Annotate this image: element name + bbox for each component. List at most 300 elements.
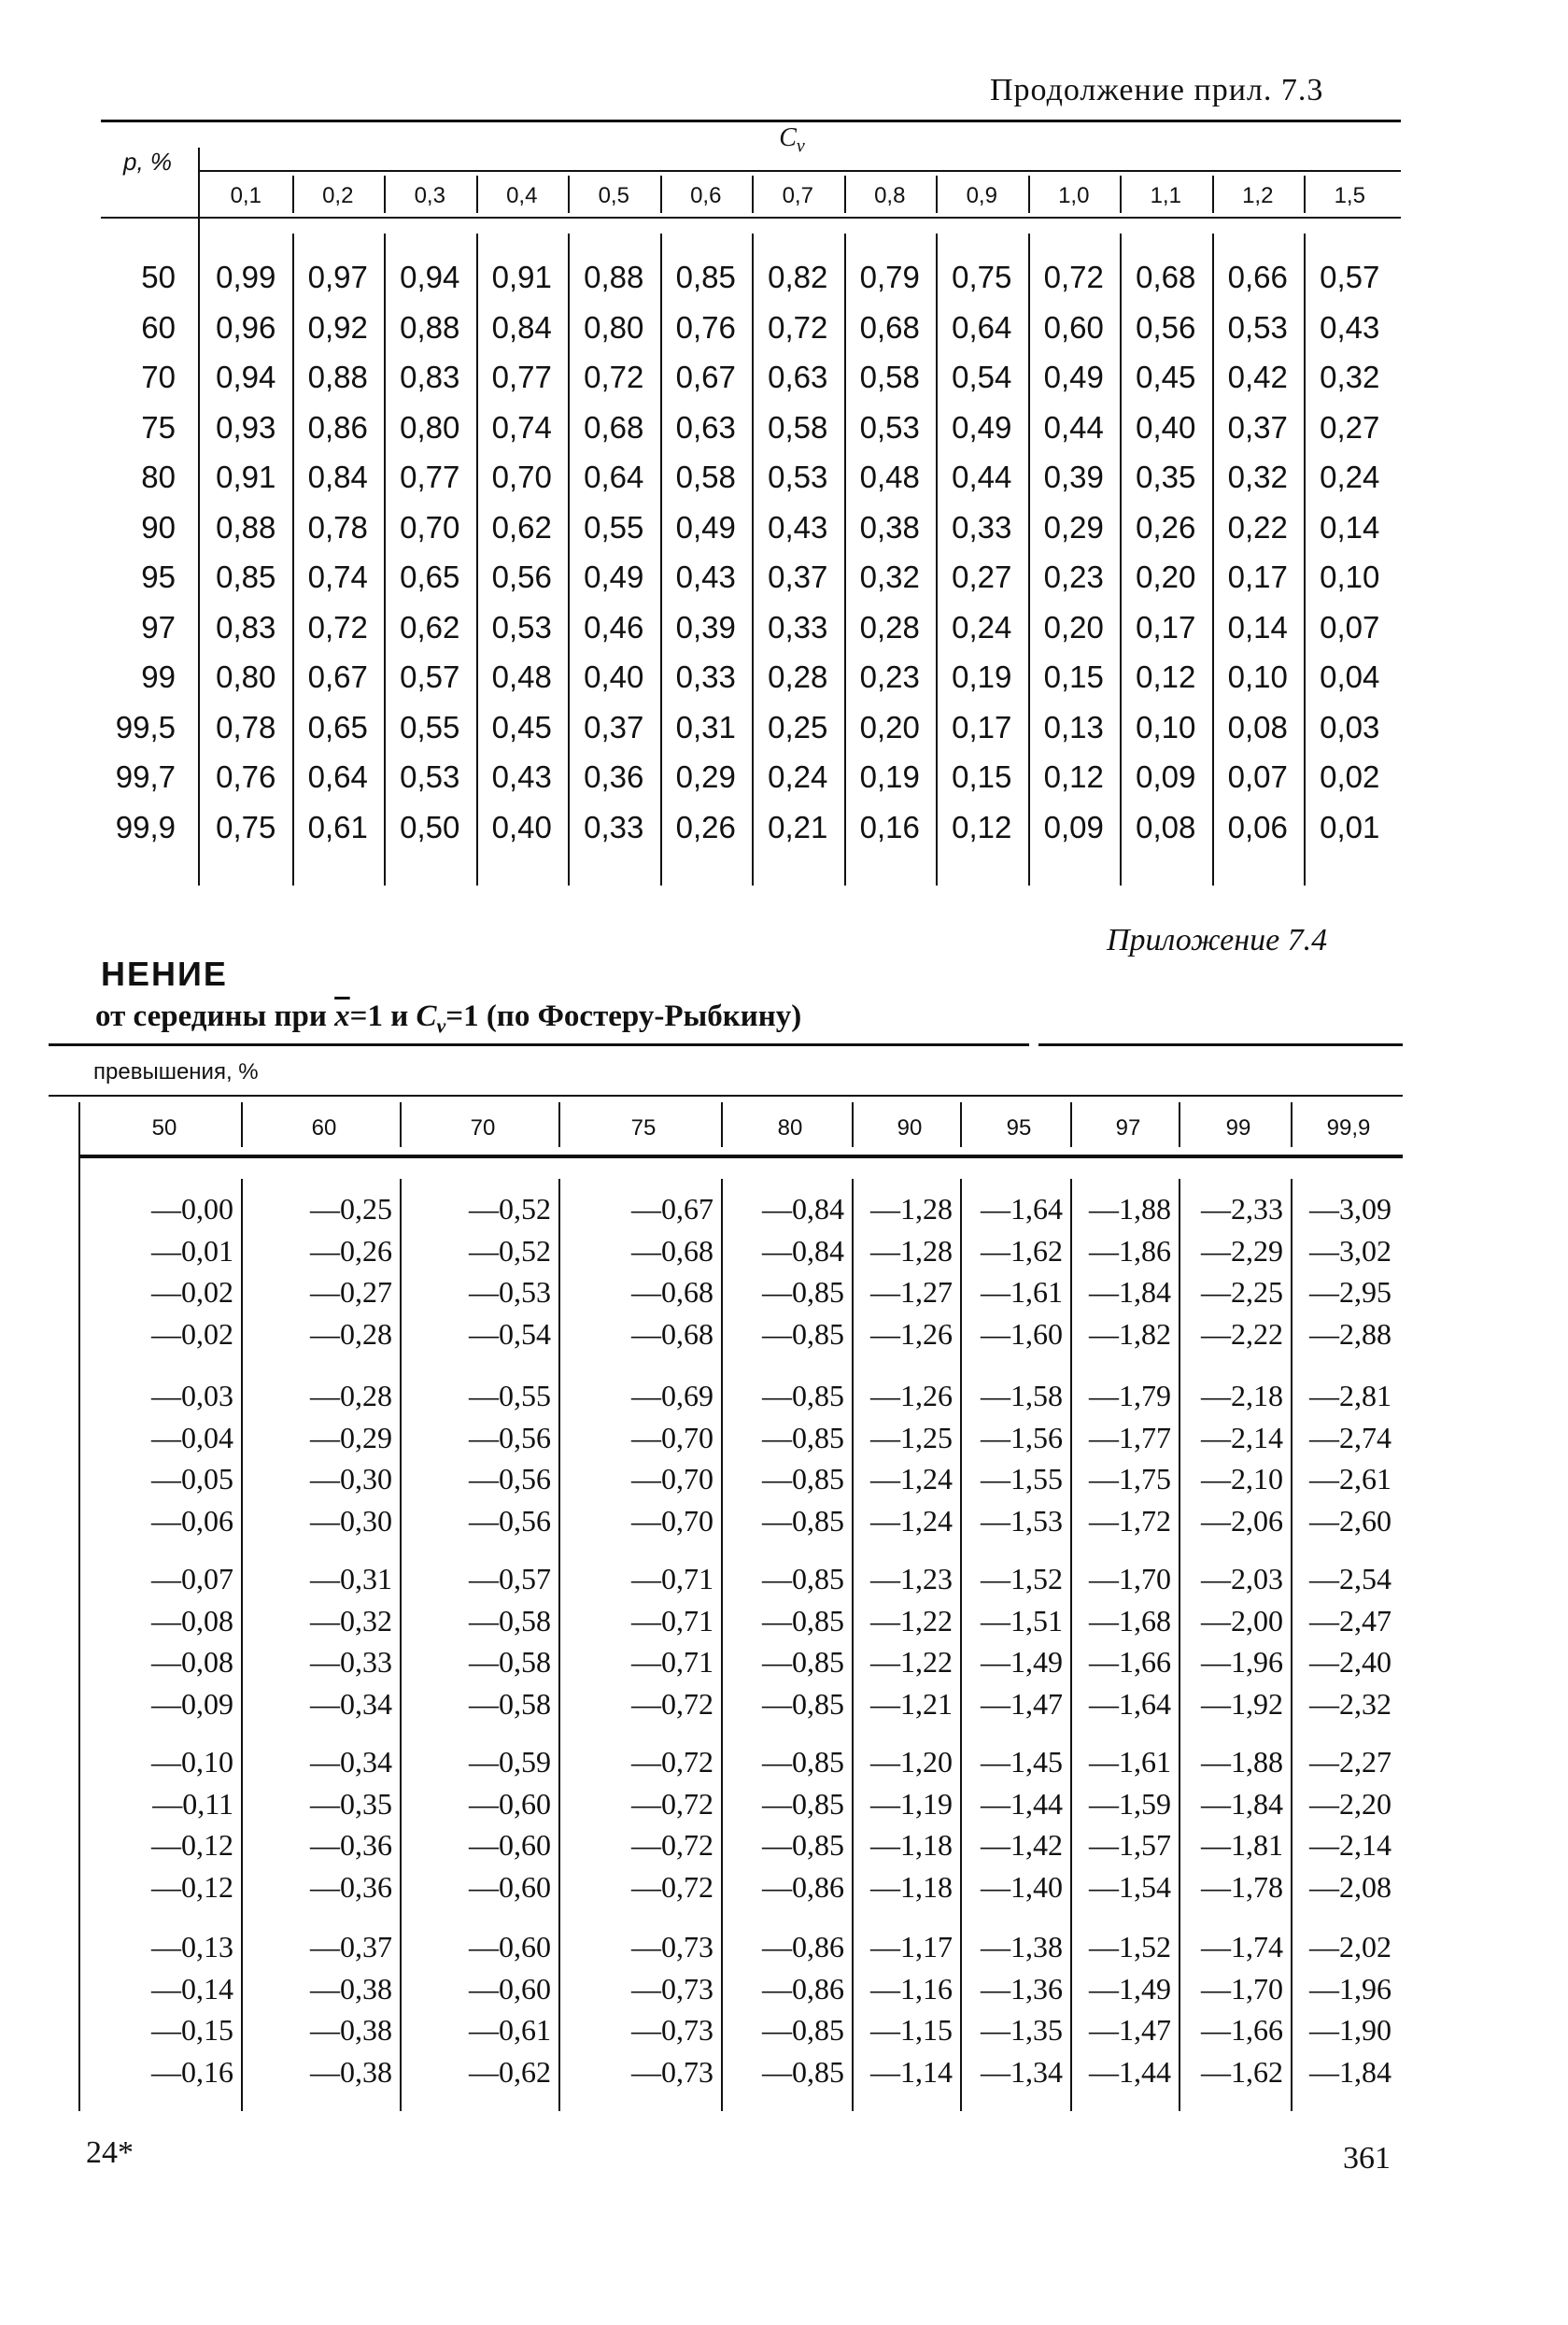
table-cell: —1,81 [1201,1828,1283,1862]
table-cell: 0,37 [1227,409,1288,445]
table-cell: 0,20 [1136,560,1196,594]
table-cell: —1,17 [870,1930,953,1963]
table-cell: —1,24 [870,1462,953,1496]
table-cell: —1,82 [1089,1316,1171,1351]
table-cell: 0,27 [952,560,1012,594]
table-cell: 0,16 [859,809,920,844]
table-cell: 0,62 [491,509,552,545]
table-cell: 0,33 [584,809,644,844]
table-cell: —1,88 [1089,1192,1171,1226]
table-cell: 0,94 [216,360,276,394]
table-cell: 0,23 [859,659,920,694]
table-cell: —1,84 [1089,1275,1171,1309]
column-divider [1028,176,1030,213]
table-cell: —0,54 [469,1316,551,1351]
table-cell: —0,62 [469,2054,551,2089]
table-cell: —0,01 [151,1233,233,1268]
table-cell: —2,02 [1309,1930,1391,1963]
table-cell: —0,34 [310,1745,392,1779]
table-cell: 0,88 [400,309,460,345]
table-cell: —1,47 [1089,2013,1171,2047]
table-cell: —0,38 [310,2054,392,2089]
column-divider [241,1179,243,2111]
p-value-cell: 99 [141,659,176,694]
table-cell: —3,09 [1309,1192,1391,1226]
table-cell: —1,19 [870,1786,953,1821]
table-cell: —1,64 [981,1192,1063,1226]
table-cell: 0,13 [1043,709,1104,744]
table-cell: —2,95 [1309,1275,1391,1309]
column-divider [852,1179,854,2111]
table-cell: 0,15 [952,759,1012,794]
table-cell: 0,32 [859,560,920,594]
table-cell: —0,67 [631,1192,713,1226]
table-cell: —0,72 [631,1786,713,1821]
table-cell: —0,60 [469,1828,551,1862]
column-divider [1179,1102,1180,1147]
table-cell: —0,06 [151,1503,233,1538]
header-bottom-rule [101,217,1401,219]
table-cell: 0,23 [1043,560,1104,594]
p-value-cell: 90 [141,509,176,545]
table-cell: 0,58 [859,360,920,394]
cv-column-header: 0,6 [690,183,722,208]
table-cell: —1,34 [981,2054,1063,2089]
table-cell: 0,85 [216,560,276,594]
table-cell: —1,20 [870,1745,953,1779]
table-cell: 0,09 [1136,759,1196,794]
table-cell: —1,56 [981,1420,1063,1454]
table-cell: 0,60 [1043,309,1104,345]
table-cell: 0,19 [859,759,920,794]
table-cell: —1,40 [981,1869,1063,1904]
table-cell: —0,84 [762,1233,844,1268]
table-cell: —0,28 [310,1379,392,1412]
table-cell: 0,75 [216,809,276,844]
table-cell: 0,68 [584,409,644,445]
table-cell: —1,84 [1309,2054,1391,2089]
table-cell: —0,85 [762,1686,844,1721]
table-cell: 0,06 [1227,809,1288,844]
table-cell: —0,85 [762,1745,844,1779]
table-cell: —1,61 [981,1275,1063,1309]
table-cell: 0,12 [1043,759,1104,794]
title-rule-right [1038,1043,1403,1046]
table-cell: 0,85 [675,260,736,294]
table-cell: —0,56 [469,1462,551,1496]
table-cell: 0,68 [859,309,920,345]
table-cell: 0,25 [768,709,828,744]
table-cell: —0,26 [310,1233,392,1268]
table-cell: —0,38 [310,2013,392,2047]
table-cell: 0,53 [1227,309,1288,345]
cv-column-header: 0,3 [414,183,445,208]
table-cell: —0,32 [310,1603,392,1637]
table-cell: 0,58 [675,460,736,494]
table-cell: 0,61 [307,809,368,844]
table-cell: —2,25 [1201,1275,1283,1309]
table-cell: 0,27 [1320,409,1380,445]
table-cell: 0,62 [400,609,460,645]
table-cell: —0,52 [469,1233,551,1268]
cv-column-header: 0,2 [322,183,354,208]
table-cell: —1,64 [1089,1686,1171,1721]
table-cell: —0,70 [631,1420,713,1454]
table-cell: —0,02 [151,1275,233,1309]
column-divider [558,1102,560,1147]
table-cell: —1,49 [981,1645,1063,1679]
table-cell: —1,79 [1089,1379,1171,1412]
table-cell: —1,54 [1089,1869,1171,1904]
probability-column-header: 97 [1115,1115,1141,1141]
table-cell: 0,49 [675,509,736,545]
table-cell: —0,11 [152,1786,233,1821]
probability-column-header: 60 [311,1115,337,1141]
table-cell: 0,58 [768,409,828,445]
table-cell: 0,03 [1320,709,1380,744]
table-cell: —1,74 [1201,1930,1283,1963]
column-divider [721,1102,723,1147]
table-cell: 0,53 [768,460,828,494]
table-cell: 0,04 [1320,659,1380,694]
table-cell: 0,68 [1136,260,1196,294]
subtitle-pre: от середины при [95,999,335,1033]
p-value-cell: 99,9 [115,809,176,844]
table-cell: —2,74 [1309,1420,1391,1454]
table-cell: 0,53 [400,759,460,794]
table-cell: —2,14 [1201,1420,1283,1454]
table-cell: —1,68 [1089,1603,1171,1637]
table-cell: 0,20 [859,709,920,744]
top-rule [101,120,1401,122]
table-cell: 0,83 [216,609,276,645]
table-cell: 0,17 [952,709,1012,744]
table-cell: —2,54 [1309,1562,1391,1595]
table-cell: —2,81 [1309,1379,1391,1412]
cv-column-header: 0,8 [874,183,906,208]
table-cell: —0,16 [151,2054,233,2089]
table-cell: 0,15 [1043,659,1104,694]
table-cell: —1,70 [1201,1971,1283,2006]
table-cell: 0,10 [1227,659,1288,694]
table-cell: —0,58 [469,1603,551,1637]
column-divider [936,176,938,213]
table-cell: —1,62 [981,1233,1063,1268]
table-cell: 0,44 [1043,409,1104,445]
table-cell: —0,85 [762,1316,844,1351]
table-cell: —2,88 [1309,1316,1391,1351]
table-cell: 0,45 [1136,360,1196,394]
subtitle-mid: =1 и [349,999,417,1033]
table-cell: —0,34 [310,1686,392,1721]
table-cell: —0,07 [151,1562,233,1595]
table-cell: 0,44 [952,460,1012,494]
table-cell: 0,74 [307,560,368,594]
column-divider [292,176,294,213]
table-cell: —0,69 [631,1379,713,1412]
table-cell: 0,84 [307,460,368,494]
table-cell: —0,85 [762,1462,844,1496]
table-cell: 0,14 [1227,609,1288,645]
table-cell: 0,07 [1320,609,1380,645]
table-cell: —0,84 [762,1192,844,1226]
table-cell: —1,55 [981,1462,1063,1496]
table-cell: 0,97 [307,260,368,294]
table-cell: —1,61 [1089,1745,1171,1779]
table-cell: —0,52 [469,1192,551,1226]
column-divider [1070,1102,1072,1147]
cv-group-label [755,123,829,158]
table-cell: 0,14 [1320,509,1380,545]
table-cell: —1,47 [981,1686,1063,1721]
cv-column-header: 0,1 [230,183,261,208]
table-cell: —0,60 [469,1786,551,1821]
table-cell: —1,62 [1201,2054,1283,2089]
table-cell: 0,40 [491,809,552,844]
table-cell: —1,66 [1089,1645,1171,1679]
table-cell: 0,75 [952,260,1012,294]
table-cell: —0,13 [151,1930,233,1963]
page-signature: 24* [86,2135,134,2170]
column-divider [960,1102,962,1147]
table-cell: —0,85 [762,1275,844,1309]
cv-column-header: 0,9 [966,183,997,208]
table-cell: 0,72 [1043,260,1104,294]
table-cell: 0,49 [584,560,644,594]
cv-label-v: v [796,135,805,157]
probability-column-header: 75 [630,1115,657,1141]
table-cell: —0,85 [762,2054,844,2089]
table-cell: —1,35 [981,2013,1063,2047]
table-cell: 0,12 [952,809,1012,844]
cv-column-header: 1,2 [1242,183,1274,208]
column-divider [660,176,662,213]
table-cell: —0,10 [151,1745,233,1779]
cv-column-header: 0,4 [506,183,538,208]
table-cell: 0,08 [1136,809,1196,844]
table-cell: 0,24 [768,759,828,794]
table-cell: 0,35 [1136,460,1196,494]
p-value-cell: 50 [141,260,176,294]
table-cell: 0,28 [768,659,828,694]
column-divider [752,176,754,213]
table-cell: —0,55 [469,1379,551,1412]
table-cell: 0,77 [400,460,460,494]
table-cell: 0,67 [307,659,368,694]
table-cell: —0,36 [310,1828,392,1862]
table-cell: 0,36 [584,759,644,794]
p-value-cell: 75 [141,409,176,445]
p-value-cell: 70 [141,360,176,394]
column-divider [476,176,478,213]
page-number: 361 [1343,2141,1391,2176]
cv-column-header: 1,5 [1334,183,1365,208]
table-cell: 0,72 [307,609,368,645]
table-cell: —0,85 [762,1645,844,1679]
table-cell: —0,09 [151,1686,233,1721]
table-cell: 0,57 [400,659,460,694]
probability-column-header: 95 [1006,1115,1032,1141]
table-cell: 0,94 [400,260,460,294]
title-rule-left [49,1043,1029,1046]
probability-column-header: 99,9 [1326,1115,1371,1141]
table-cell: —1,53 [981,1503,1063,1538]
column-divider [1291,1102,1293,1147]
table-cell: —1,28 [870,1233,953,1268]
table-cell: —0,85 [762,1828,844,1862]
table-cell: 0,37 [768,560,828,594]
table-cell: —0,71 [631,1562,713,1595]
table2-header-label: превышения, % [93,1059,259,1085]
table-cell: —2,47 [1309,1603,1391,1637]
table-cell: 0,57 [1320,260,1380,294]
table-cell: 0,64 [952,309,1012,345]
table-cell: 0,55 [584,509,644,545]
table-cell: 0,55 [400,709,460,744]
table-cell: —1,36 [981,1971,1063,2006]
table-cell: 0,39 [1043,460,1104,494]
cv-rule [200,170,1401,172]
table-cell: —0,85 [762,2013,844,2047]
table-cell: —0,73 [631,1930,713,1963]
column-divider [568,176,570,213]
column-divider [844,176,846,213]
table-cell: —1,60 [981,1316,1063,1351]
column-divider [400,1102,402,1147]
table-cell: —0,68 [631,1275,713,1309]
table-cell: 0,80 [216,659,276,694]
p-value-cell: 97 [141,609,176,645]
table-cell: 0,43 [1320,309,1380,345]
table-cell: —0,38 [310,1971,392,2006]
table-cell: 0,39 [675,609,736,645]
table-cell: —0,31 [310,1562,392,1595]
table-cell: —2,20 [1309,1786,1391,1821]
table-cell: 0,40 [1136,409,1196,445]
table-cell: —1,59 [1089,1786,1171,1821]
cv-column-header: 0,5 [598,183,629,208]
table-cell: —2,33 [1201,1192,1283,1226]
table-cell: 0,64 [307,759,368,794]
table-cell: —1,75 [1089,1462,1171,1496]
table-cell: —2,14 [1309,1828,1391,1862]
table-cell: —1,25 [870,1420,953,1454]
table-cell: —0,85 [762,1603,844,1637]
table-cell: —1,26 [870,1379,953,1412]
table-cell: —0,85 [762,1420,844,1454]
table-cell: —0,37 [310,1930,392,1963]
column-divider [241,1102,243,1147]
table-cell: —0,02 [151,1316,233,1351]
table-cell: 0,79 [859,260,920,294]
table-cell: —2,22 [1201,1316,1283,1351]
table-cell: —0,08 [151,1603,233,1637]
p-value-cell: 99,5 [115,709,176,744]
table-cell: —2,00 [1201,1603,1283,1637]
table-cell: —2,61 [1309,1462,1391,1496]
table-cell: —2,27 [1309,1745,1391,1779]
table-cell: 0,32 [1227,460,1288,494]
table-cell: —0,00 [151,1192,233,1226]
table-cell: 0,43 [675,560,736,594]
table-cell: —1,23 [870,1562,953,1595]
table-cell: —0,73 [631,1971,713,2006]
subtitle-v: v [436,1014,446,1038]
table-cell: —2,10 [1201,1462,1283,1496]
table-cell: 0,96 [216,309,276,345]
probability-column-header: 70 [470,1115,496,1141]
table-cell: 0,01 [1320,809,1380,844]
table-cell: 0,31 [675,709,736,744]
table-cell: 0,63 [675,409,736,445]
table-cell: —0,73 [631,2054,713,2089]
table-cell: 0,92 [307,309,368,345]
table-cell: —1,44 [1089,2054,1171,2089]
cv-column-header: 0,7 [782,183,813,208]
table-cell: —0,85 [762,1379,844,1412]
table-cell: 0,37 [584,709,644,744]
cv-column-header: 1,0 [1058,183,1090,208]
column-divider [852,1102,854,1147]
table-cell: 0,20 [1043,609,1104,645]
table-cell: 0,91 [491,260,552,294]
table-cell: —0,03 [151,1379,233,1412]
table-cell: —0,28 [310,1316,392,1351]
table-cell: 0,56 [1136,309,1196,345]
table-cell: 0,33 [952,509,1012,545]
table-cell: —0,59 [469,1745,551,1779]
table-cell: 0,38 [859,509,920,545]
table-cell: 0,76 [675,309,736,345]
table2-title: НЕНИЕ [101,955,228,993]
table-cell: —1,96 [1201,1645,1283,1679]
table-cell: 0,17 [1227,560,1288,594]
table-cell: —1,70 [1089,1562,1171,1595]
table-cell: —0,15 [151,2013,233,2047]
table-cell: 0,10 [1136,709,1196,744]
table-cell: —1,18 [870,1869,953,1904]
table-cell: 0,53 [491,609,552,645]
table-cell: 0,78 [216,709,276,744]
table-cell: 0,80 [584,309,644,345]
column-divider [1120,176,1122,213]
table-cell: —0,25 [310,1192,392,1226]
table-cell: —1,51 [981,1603,1063,1637]
table-cell: —1,22 [870,1603,953,1637]
table-cell: —1,27 [870,1275,953,1309]
column-divider [960,1179,962,2111]
p-value-cell: 80 [141,460,176,494]
table-cell: 0,88 [307,360,368,394]
table-cell: —0,53 [469,1275,551,1309]
column-divider [384,176,386,213]
table-cell: —2,06 [1201,1503,1283,1538]
table-cell: 0,08 [1227,709,1288,744]
table-cell: —0,60 [469,1971,551,2006]
table-cell: —0,35 [310,1786,392,1821]
table-cell: 0,77 [491,360,552,394]
table-cell: —1,28 [870,1192,953,1226]
p-value-cell: 95 [141,560,176,594]
table-cell: 0,02 [1320,759,1380,794]
table-cell: —1,15 [870,2013,953,2047]
table-cell: —0,27 [310,1275,392,1309]
table-cell: 0,65 [307,709,368,744]
table-cell: —0,12 [151,1828,233,1862]
table-cell: 0,09 [1043,809,1104,844]
table-cell: —1,77 [1089,1420,1171,1454]
table-cell: 0,29 [675,759,736,794]
